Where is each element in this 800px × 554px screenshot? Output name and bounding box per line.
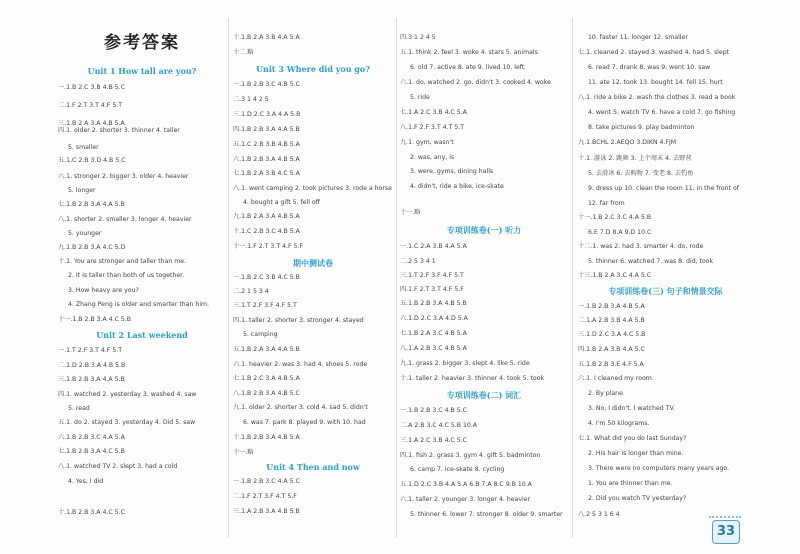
answer-line: 三.1.T 2.F 3.F 4.F 5.T [233, 302, 297, 309]
answer-line: 四.1.F 2.T 3.T 4.F 5.F [400, 286, 464, 293]
answer-line: 2. It is taller than both of us together. [68, 272, 185, 279]
answer-line: 四.3 1 2 4 5 [400, 34, 436, 41]
section-heading: 专项训练卷(三) 句子和情景交际 [608, 286, 723, 296]
answer-line: 十.1.B 2.B 3.A 4.B 5.A [233, 434, 300, 441]
answer-line: 二.1.A 2.B 3.B 4.A 5.B [578, 317, 645, 324]
answer-line: 八.1. went camping 2. took pictures 3. rode a horse [233, 185, 392, 192]
answer-line: 九.1. gym, wasn't [400, 139, 454, 146]
answer-line: 8. take pictures 9. play badminton [588, 124, 695, 131]
answer-line: 二.1.D 2.B 3.A 4.B 5.B [58, 362, 126, 369]
answer-line: 十.1. 游泳 2. 跳舞 3. 上个周末 4. 去野营 [578, 155, 692, 162]
answer-line: 九.1. grass 2. bigger 3. slept 4. like 5. ride [400, 360, 530, 367]
answer-line: 九.1.B 2.B 3.A 4.C 5.D [58, 244, 126, 251]
answer-line: 4. I'm 50 kilograms. [588, 420, 650, 427]
answer-line: 5. longer [68, 187, 96, 194]
answer-line: 6.E 7.D 8.A 9.D 10.C [588, 229, 652, 236]
answer-line: 三.1.B 2.B 3.A 4.A 5.B [58, 376, 125, 383]
column-3 [400, 0, 568, 554]
answer-line: 5. smaller [68, 144, 99, 151]
answer-line: 九.1.B 2.A 3.A 4.B 5.A [233, 213, 300, 220]
page-title: 参考答案 [104, 33, 180, 53]
section-heading: 期中测试卷 [293, 258, 333, 268]
answer-line: 八.2 5 3 1 6 4 [578, 511, 620, 518]
answer-line: 一.1.B 2.C 3.B 4.C 5.B [233, 274, 300, 281]
answer-line: 八.1.B 2.B 3.A 4.B 5.C [233, 390, 300, 397]
column-divider [572, 18, 573, 538]
answer-line: 2. Did you watch TV yesterday? [588, 495, 687, 502]
answer-line: 四.1. older 2. shorter 3. thinner 4. taller [58, 127, 180, 134]
answer-line: 一.1.B 2.B 3.A 4.B 5.A [578, 303, 645, 310]
answer-line: 五.1.C 2.B 3.B 4.B 5.A [233, 141, 300, 148]
answer-line: 2. was, any, is [410, 154, 455, 161]
answer-line: 十三.1.B 2.A 3.C 4.A 5.C [578, 272, 652, 279]
answer-line: 六.1. stronger 2. bigger 3. older 4. heavier [58, 173, 189, 180]
answer-line: 三.1.B 2.A 3.A 4.B 5.A [58, 120, 125, 127]
answer-line: 七.1.B 2.B 3.A 4.C 5.B [58, 448, 125, 455]
answer-line: 6. read 7. drank 8. was 9. went 10. saw [588, 64, 711, 71]
answer-line: 十一.1.B 2.C 3.C 4.A 5.B [578, 214, 652, 221]
answer-line: 十一.略 [233, 449, 254, 456]
answer-line: 3. How heavy are you? [68, 287, 139, 294]
section-heading: 专项训练卷(一) 听力 [446, 225, 522, 235]
answer-line: 4. Yes, I did [68, 478, 104, 485]
answer-line: 3. were, gyms, dining halls [410, 168, 494, 175]
answer-line: 九.1. older 2. shorter 3. cold 4. sad 5. didn't [233, 404, 368, 411]
answer-line: 二.1.F 2.T 3.T 4.F 5.T [58, 102, 122, 109]
answer-line: 五.1.B 2.B 3.A 4.B 5.B [400, 300, 467, 307]
answer-line: 七.1. cleaned 2. stayed 3. washed 4. had 5. slept [578, 49, 730, 56]
answer-line: 八.1.A 2.B 3.C 4.B 5.A [400, 345, 467, 352]
column-1 [58, 0, 226, 554]
answer-line: 5. camping [243, 331, 278, 338]
section-heading: Unit 2 Last weekend [96, 330, 188, 340]
answer-line: 三.1.D 2.C 3.A 4.A 5.B [233, 111, 301, 118]
answer-line: 10. faster 11. longer 12. smaller [588, 34, 688, 41]
answer-line: 9. dress up 10. clean the room 11. in the front of [588, 185, 739, 192]
answer-line: 八.1.F 2.F 3.T 4.T 5.T [400, 124, 464, 131]
answer-line: 二.3 1 4 2 5 [233, 96, 269, 103]
answer-line: 1. You are thinner than me. [588, 480, 673, 487]
answer-line: 五.1.D 2.C 3.B 4.A 5.A 6.B 7.A 8.C 9.B 10.A [400, 481, 532, 488]
answer-line: 4. bought a gift 5. fell off [243, 199, 320, 206]
answer-line: 八.1. shorter 2. smaller 3. longer 4. heavier [58, 216, 192, 223]
answer-line: 二.A 2.B 3.C 4.C 5.B 10.A [400, 422, 478, 429]
answer-line: 三.1.A 2.B 3.A 4.B 5.B [233, 508, 300, 515]
answer-line: 6. old 7. active 8. ate 9. lived 10. left [410, 64, 525, 71]
answer-line: 5. thinner 6. watched 7. was 8. did, took [588, 258, 714, 265]
answer-line: 4. went 5. watch TV 6. have a cold 7. go fishing [588, 109, 736, 116]
answer-line: 三.1.D 2.C 3.A 4.C 5.B [578, 331, 646, 338]
answer-line: 七.1. What did you do last Sunday? [578, 435, 687, 442]
answer-line: 十一.1.F 2.T 3.T 4.F 5.F [233, 243, 303, 250]
page-number: 33 [712, 520, 740, 544]
answer-line: 2. By plane. [588, 390, 625, 397]
answer-line: 5. read [68, 405, 90, 412]
section-heading: Unit 4 Then and now [266, 462, 360, 472]
answer-line: 4. didn't, ride a bike, ice-skate [410, 183, 504, 190]
answer-line: 七.1.A 2.C 3.B 4.C 5.A [400, 109, 467, 116]
answer-line: 五.1. think 2. feel 3. woke 4. stars 5. animals [400, 49, 538, 56]
answer-line: 五.1.B 2.B 3.E 4.F 5.A [578, 361, 644, 368]
section-heading: Unit 3 Where did you go? [256, 64, 370, 74]
answer-line: 一.1.C 2.A 3.B 4.A 5.A [400, 243, 467, 250]
answer-line: 十二.略 [233, 49, 254, 56]
answer-line: 六.1. do, watched 2. go, didn't 3. cooked 4. woke [400, 79, 551, 86]
answer-line: 3. No, I didn't. I watched TV. [588, 405, 675, 412]
answer-line: 三.1.A 2.C 3.B 4.C 5.C [400, 437, 467, 444]
answer-line: 四.1.B 2.A 3.B 4.A 5.C [578, 346, 645, 353]
answer-line: 6. was 7. park 8. played 9. with 10. had [243, 419, 366, 426]
answer-line: 六.1.D 2.C 3.A 4.D 5.A [400, 315, 468, 322]
answer-line: 十.1.B 2.A 3.B 4.A 5.A [233, 34, 300, 41]
answer-line: 十.1. You are stronger and taller than me. [58, 258, 187, 265]
answer-line: 五.1.B 2.A 3.A 4.A 5.B [233, 346, 300, 353]
answer-line: 十.1.B 2.B 3.A 4.C 5.C [58, 509, 125, 516]
answer-line: 六.1. I cleaned my room. [578, 375, 654, 382]
answer-line: 六.1.B 2.B 3.C 4.A 5.A [58, 434, 125, 441]
column-2 [233, 0, 393, 554]
answer-line: 六.1. taller 2. younger 3. longer 4. heavier [400, 496, 531, 503]
answer-line: 12. far from [588, 200, 625, 207]
answer-line: 三.1.T 2.F 3.F 4.F 5.T [400, 272, 464, 279]
answer-line: 四.1. watched 2. yesterday 3. washed 4. saw [58, 391, 197, 398]
answer-line: 一.1.B 2.B 3.C 4.B 5.C [233, 81, 300, 88]
answer-line: 5. younger [68, 230, 102, 237]
column-4 [578, 0, 753, 554]
column-divider [396, 18, 397, 538]
answer-line: 6. camp 7. ice-skate 8. cycling [410, 466, 505, 473]
answer-line: 十一.1.B 2.B 3.A 4.C 5.B [58, 316, 132, 323]
answer-line: 四.1. taller 2. shorter 3. stronger 4. stayed [233, 317, 364, 324]
answer-line: 十二.1. was 2. had 3. smarter 4. do, rode [578, 243, 704, 250]
answer-line: 二.1.F 2.T 3.F 4.T 5.F [233, 493, 297, 500]
answer-line: 七.1.B 2.B 3.A 4.A 5.B [58, 201, 125, 208]
answer-line: 十.1.C 2.B 3.C 4.B 5.A [233, 228, 300, 235]
answer-line: 5. ride [410, 94, 430, 101]
answer-line: 2. His hair is longer than mine. [588, 450, 684, 457]
answer-line: 二.2 1 5 3 4 [233, 288, 269, 295]
answer-line: 十一.略 [400, 209, 421, 216]
answer-line: 四.1. fish 2. grass 3. gym 4. gift 5. badminton [400, 452, 541, 459]
section-heading: Unit 1 How tall are you? [87, 66, 197, 76]
column-divider [228, 18, 229, 538]
answer-line: 五.1. do 2. stayed 3. yesterday 4. Did 5. saw [58, 419, 196, 426]
answer-line: 十.1. taller 2. heavier 3. thinner 4. took 5. took [400, 375, 545, 382]
section-heading: 专项训练卷(二) 词汇 [446, 390, 522, 400]
answer-line: 一.1.B 2.B 3.C 4.B 5.C [400, 407, 467, 414]
answer-line: 一.1.B 2.B 3.C 4.A 5.C [233, 478, 300, 485]
answer-line: 四.1.B 2.B 3.A 4.A 5.B [233, 126, 300, 133]
answer-line: 七.1.B 2.A 3.B 4.C 5.A [233, 170, 300, 177]
answer-line: 七.1.B 2.A 3.C 4.B 5.A [400, 330, 467, 337]
answer-line: 一.1.T 2.F 3.T 4.F 5.T [58, 347, 122, 354]
answer-line: 11. ate 12. took 13. bought 14. fell 15. hurt [588, 79, 723, 86]
answer-line: 4. Zhang Peng is older and smarter than him. [68, 301, 210, 308]
answer-line: 八.1. watched TV 2. slept 3. had a cold [58, 463, 178, 470]
answer-line: 5. 去滑冰 6. 去购物 7. 变老 8. 去钓鱼 [588, 170, 694, 177]
answer-line: 3. There were no computers many years ago. [588, 465, 730, 472]
answer-line: 一.1.B 2.C 3.B 4.B 5.C [58, 84, 125, 91]
answer-line: 九.1.BCHL 2.AEQO 3.DIKN 4.FJM [578, 139, 677, 146]
answer-line: 六.1. heavier 2. was 3. had 4. shoes 5. rode [233, 361, 368, 368]
answer-line: 五.1.C 2.B 3.D 4.B 5.C [58, 157, 126, 164]
answer-line: 七.1.B 2.C 3.A 4.B 5.A [233, 375, 300, 382]
answer-line: 二.2 5 3 4 1 [400, 258, 436, 265]
answer-line: 5. thinner 6. lower 7. stronger 8. older 9. smarter [410, 511, 563, 518]
answer-line: 六.1.B 2.B 3.A 4.B 5.A [233, 156, 300, 163]
answer-line: 八.1. ride a bike 2. wash the clothes 3. read a book [578, 94, 736, 101]
